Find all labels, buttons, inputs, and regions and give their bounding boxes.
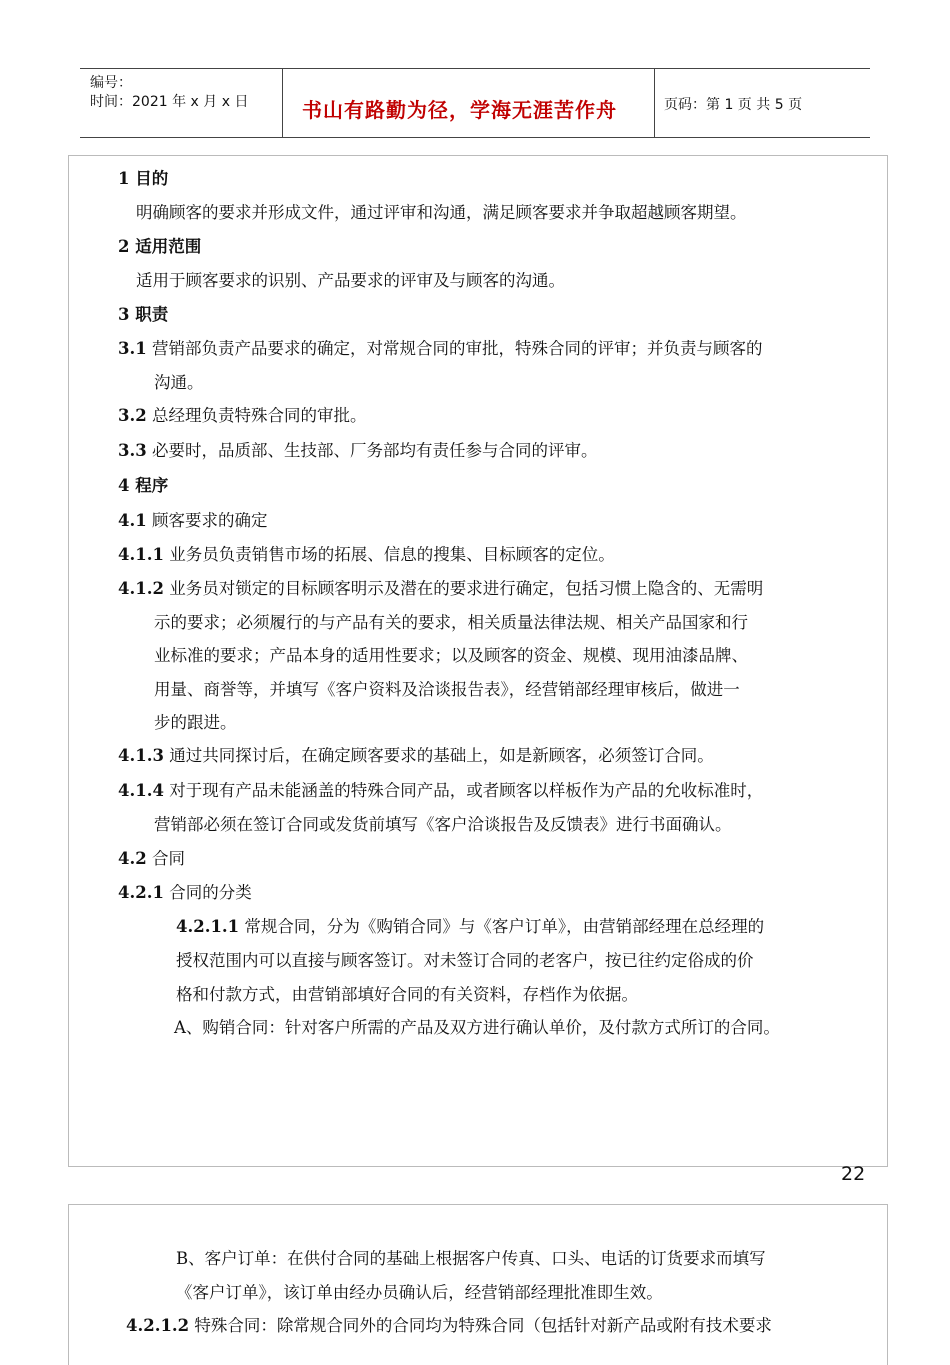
clause-number: 3.3 [118, 441, 147, 460]
clause [118, 437, 597, 461]
clause [118, 507, 267, 531]
body-line: 用量、商誉等，并填写《客户资料及洽谈报告表》，经营销部经理审核后，做进一 [154, 680, 740, 699]
section-number: 2 [118, 237, 130, 256]
document-header [80, 68, 870, 138]
clause-number: 4.1.4 [118, 781, 164, 800]
body-line: 明确顾客的要求并形成文件，通过评审和沟通，满足顾客要求并争取超越顾客期望。 [136, 203, 747, 222]
section-heading [118, 233, 201, 257]
header-left-cell [80, 69, 283, 137]
clause-number: 4.1 [118, 511, 147, 530]
body-line: 步的跟进。 [154, 713, 237, 732]
document-number-label: 编号： [90, 75, 132, 91]
section-title: 目的 [135, 169, 169, 188]
clause-number: 4.2 [118, 849, 147, 868]
clause [118, 575, 763, 599]
body-line: 格和付款方式，由营销部填好合同的有关资料，存档作为依据。 [176, 985, 638, 1004]
clause-text: 业务员负责销售市场的拓展、信息的搜集、目标顾客的定位。 [169, 545, 615, 564]
body-line: 营销部必须在签订合同或发货前填写《客户洽谈报告及反馈表》进行书面确认。 [154, 815, 732, 834]
clause [126, 1312, 772, 1336]
clause-text: 对于现有产品未能涵盖的特殊合同产品，或者顾客以样板作为产品的允收标准时， [169, 781, 764, 800]
header-middle-cell [282, 69, 655, 137]
clause [118, 777, 763, 801]
clause-number: 3.2 [118, 406, 147, 425]
clause-number: 4.1.3 [118, 746, 164, 765]
clause-text: 总经理负责特殊合同的审批。 [151, 406, 367, 425]
clause-text: 顾客要求的确定 [151, 511, 268, 530]
clause-number: 4.2.1 [118, 883, 164, 902]
clause-number: 3.1 [118, 339, 147, 358]
body-line: 示的要求；必须履行的与产品有关的要求，相关质量法律法规、相关产品国家和行 [154, 613, 748, 632]
section-number: 1 [118, 169, 130, 188]
section-heading [118, 165, 168, 189]
section-title: 适用范围 [135, 237, 202, 256]
body-line: 《客户订单》，该订单由经办员确认后，经营销部经理批准即生效。 [176, 1283, 663, 1302]
clause-text: 合同 [151, 849, 185, 868]
document-date: 时间：2021 年 x 月 x 日 [90, 94, 249, 110]
body-line: 授权范围内可以直接与顾客签订。对未签订合同的老客户，按已往约定俗成的价 [176, 951, 754, 970]
clause-text: 营销部负责产品要求的确定，对常规合同的审批，特殊合同的评审；并负责与顾客的 [151, 339, 763, 358]
page-number: 22 [841, 1163, 866, 1185]
section-heading [118, 301, 168, 325]
clause [118, 742, 714, 766]
clause-text: 通过共同探讨后，在确定顾客要求的基础上，如是新顾客，必须签订合同。 [169, 746, 714, 765]
clause-text: 必要时，品质部、生技部、厂务部均有责任参与合同的评审。 [151, 441, 598, 460]
clause-number: 4.2.1.1 [176, 917, 240, 936]
clause [118, 879, 252, 903]
section-title: 程序 [135, 476, 169, 495]
clause-number: 4.2.1.2 [126, 1316, 190, 1335]
body-line: A、购销合同：针对客户所需的产品及双方进行确认单价，及付款方式所订的合同。 [174, 1018, 780, 1037]
clause [118, 541, 615, 565]
clause-number: 4.1.1 [118, 545, 164, 564]
clause-number: 4.1.2 [118, 579, 164, 598]
clause [176, 913, 764, 937]
clause-text: 特殊合同：除常规合同外的合同均为特殊合同（包括针对新产品或附有技术要求 [194, 1316, 772, 1335]
header-right-cell [654, 69, 870, 137]
clause-text: 合同的分类 [169, 883, 252, 902]
section-number: 4 [118, 476, 130, 495]
section-heading [118, 472, 168, 496]
header-motto: 书山有路勤为径，学海无涯苦作舟 [302, 98, 617, 122]
clause [118, 845, 185, 869]
page-info: 页码：第 1 页 共 5 页 [664, 97, 803, 113]
section-number: 3 [118, 305, 130, 324]
clause [118, 335, 762, 359]
body-line: 沟通。 [154, 373, 204, 392]
body-line: 适用于顾客要求的识别、产品要求的评审及与顾客的沟通。 [136, 271, 565, 290]
body-line: 业标准的要求；产品本身的适用性要求；以及顾客的资金、规模、现用油漆品牌、 [154, 646, 748, 665]
clause [118, 402, 366, 426]
clause-text: 业务员对锁定的目标顾客明示及潜在的要求进行确定，包括习惯上隐含的、无需明 [169, 579, 764, 598]
clause-text: 常规合同，分为《购销合同》与《客户订单》，由营销部经理在总经理的 [244, 917, 765, 936]
body-line: B、客户订单：在供付合同的基础上根据客户传真、口头、电话的订货要求而填写 [176, 1249, 766, 1268]
section-title: 职责 [135, 305, 169, 324]
